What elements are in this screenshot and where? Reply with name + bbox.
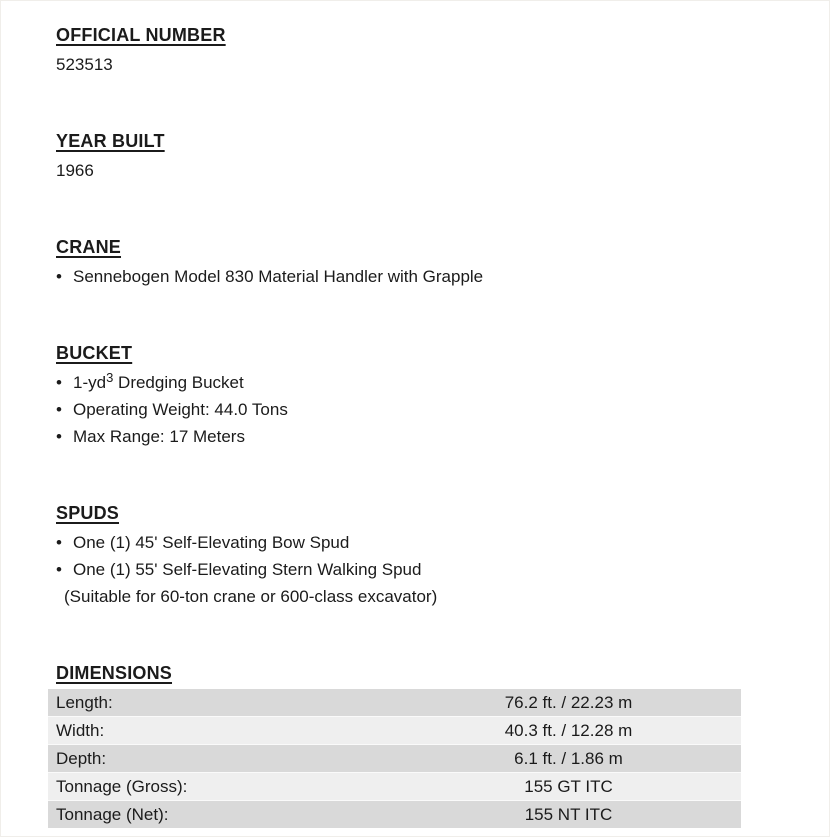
list-item	[56, 263, 829, 290]
row-label: Width:	[56, 721, 105, 740]
section-bucket	[56, 342, 829, 450]
spuds-bullet-text: One (1) 45' Self-Elevating Bow Spud	[73, 533, 350, 552]
list-item	[56, 529, 829, 556]
bullet-icon: •	[56, 267, 62, 286]
year-built-value: 1966	[56, 161, 94, 180]
superscript-3: 3	[106, 370, 114, 385]
row-label: Depth:	[56, 749, 107, 768]
bucket-bullet-text: Operating Weight: 44.0 Tons	[73, 400, 288, 419]
bullet-icon: •	[56, 533, 62, 552]
dimensions-heading: DIMENSIONS	[56, 663, 173, 683]
section-crane	[56, 236, 829, 290]
bullet-icon: •	[56, 427, 62, 446]
list-item	[56, 396, 829, 423]
official-number-heading: OFFICIAL NUMBER	[56, 25, 226, 45]
year-built-heading: YEAR BUILT	[56, 131, 165, 151]
bullet-icon: •	[56, 400, 62, 419]
list-item	[56, 423, 829, 450]
spuds-heading: SPUDS	[56, 503, 120, 523]
list-item	[56, 556, 829, 583]
spec-sheet-page	[1, 1, 829, 828]
row-value: 155 NT ITC	[524, 805, 613, 824]
section-dimensions	[56, 662, 829, 828]
table-row	[48, 745, 741, 773]
row-value: 76.2 ft. / 22.23 m	[504, 693, 633, 712]
spuds-bullet-text: One (1) 55' Self-Elevating Stern Walking Spud	[73, 560, 422, 579]
row-value: 6.1 ft. / 1.86 m	[514, 749, 623, 768]
bullet-icon: •	[56, 560, 62, 579]
bucket-bullet-text: Max Range: 17 Meters	[73, 427, 245, 446]
bucket-heading: BUCKET	[56, 343, 133, 363]
row-label: Length:	[56, 693, 113, 712]
row-value: 155 GT ITC	[524, 777, 613, 796]
official-number-value: 523513	[56, 55, 113, 74]
crane-bullet-text: Sennebogen Model 830 Material Handler with Grapple	[73, 267, 484, 286]
crane-heading: CRANE	[56, 237, 122, 257]
row-value: 40.3 ft. / 12.28 m	[504, 721, 633, 740]
list-item	[56, 369, 829, 396]
row-label: Tonnage (Net):	[56, 805, 169, 824]
dimensions-table	[48, 689, 741, 828]
bucket-bullet-text: $1-yd^3$ Dredging Bucket	[73, 370, 244, 392]
bullet-icon: •	[56, 373, 62, 392]
section-year-built	[56, 130, 829, 184]
section-official-number	[56, 24, 829, 78]
spuds-continuation-note: (Suitable for 60-ton crane or 600-class excavator)	[64, 587, 438, 606]
table-row	[48, 717, 741, 745]
table-row	[48, 689, 741, 717]
table-row	[48, 801, 741, 828]
row-label: Tonnage (Gross):	[56, 777, 188, 796]
table-row	[48, 773, 741, 801]
section-spuds	[56, 502, 829, 610]
